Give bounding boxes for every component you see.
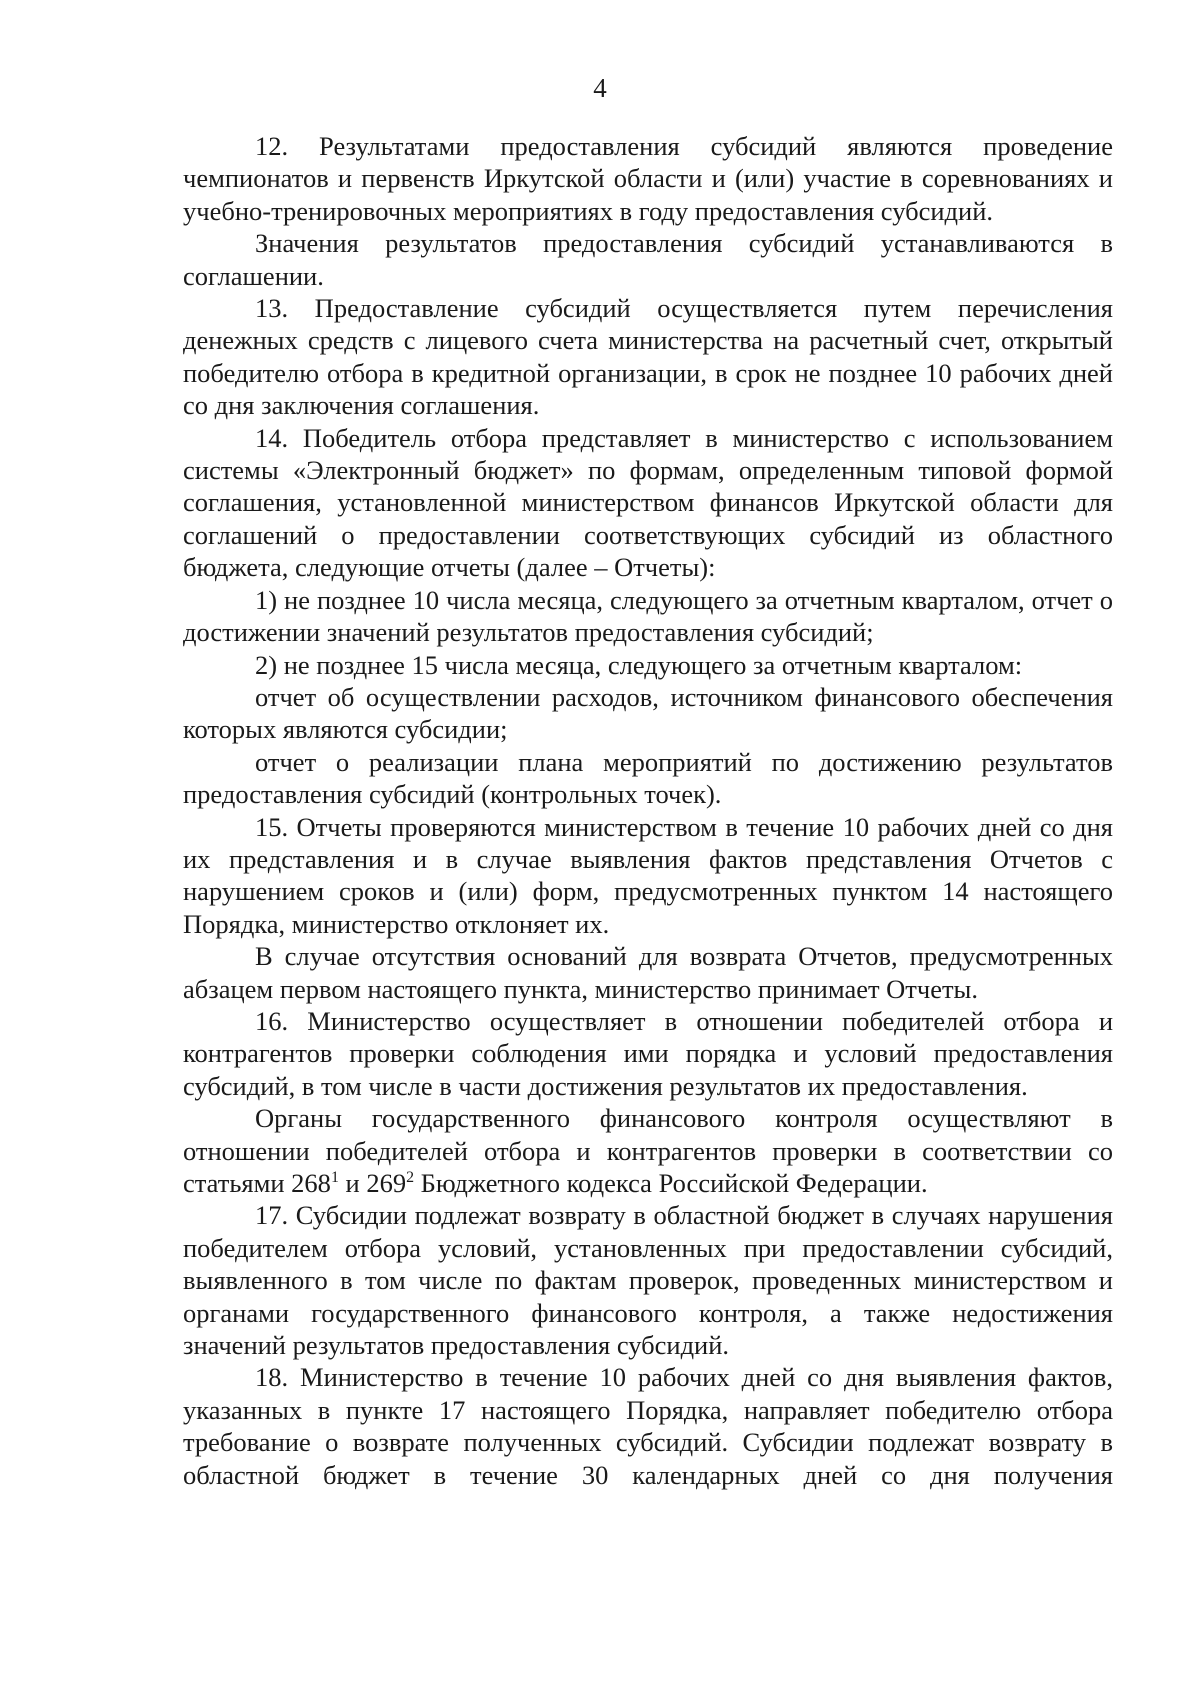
page-number: 4 — [593, 73, 607, 103]
paragraph-17: 17. Субсидии подлежат возврату в областной бюджет в случаях нарушения победителем отбора условий, установленных при предоставлении субсидий, выявленного в том числе по фактам проверок, проведенных министерством и органами государственного финансового контроля, а также недостижения значений результатов предоставления субсидий. — [183, 1200, 1113, 1361]
document-body — [183, 130, 1113, 1491]
superscript-1: 1 — [330, 1169, 339, 1187]
paragraph-14-item-2-report-a: отчет об осуществлении расходов, источником финансового обеспечения которых являются субсидии; — [183, 681, 1113, 745]
paragraph-12: 12. Результатами предоставления субсидий являются проведение чемпионатов и первенств Иркутской области и (или) участие в соревнованиях и учебно-тренировочных мероприятиях в году предоставления субсидий. — [183, 131, 1113, 226]
paragraph-12-values: Значения результатов предоставления субсидий устанавливаются в соглашении. — [183, 228, 1113, 291]
paragraph-14-item-1: 1) не позднее 10 числа месяца, следующего за отчетным кварталом, отчет о достижении значений результатов предоставления субсидий; — [183, 584, 1113, 648]
paragraph-14-item-2-report-b: отчет о реализации плана мероприятий по достижению результатов предоставления субсидий (контрольных точек). — [183, 746, 1113, 810]
paragraph-13: 13. Предоставление субсидий осуществляется путем перечисления денежных средств с лицевого счета министерства на расчетный счет, открытый победителю отбора в кредитной организации, в срок не позднее 10 рабочих дней со дня заключения соглашения. — [183, 293, 1113, 421]
superscript-2: 2 — [406, 1169, 415, 1187]
paragraph-16-text-before: Органы государственного финансового контроля осуществляют в отношении победителей отбора и контрагентов проверки в соответствии со статьями 268 — [183, 1103, 1113, 1198]
paragraph-15-acceptance: В случае отсутствия оснований для возврата Отчетов, предусмотренных абзацем первом настоящего пункта, министерство принимает Отчеты. — [183, 941, 1113, 1004]
paragraph-16: 16. Министерство осуществляет в отношении победителей отбора и контрагентов проверки соблюдения ими порядка и условий предоставления субсидий, в том числе в части достижения результатов их предоставления. — [183, 1005, 1113, 1101]
paragraph-15: 15. Отчеты проверяются министерством в течение 10 рабочих дней со дня их представления и в случае выявления фактов представления Отчетов с нарушением сроков и (или) форм, предусмотренных пунктом 14 настоящего Порядка, министерство отклоняет их. — [183, 811, 1113, 939]
paragraph-14: 14. Победитель отбора представляет в министерство с использованием системы «Электронный бюджет» по формам, определенным типовой формой соглашения, установленной министерством финансов Иркутской области для соглашений о предоставлении соответствующих субсидий из областного бюджета, следующие отчеты (далее – Отчеты): — [183, 422, 1113, 583]
paragraph-16-text-middle: и 269 — [338, 1168, 407, 1198]
paragraph-16-text-after: Бюджетного кодекса Российской Федерации. — [414, 1168, 928, 1198]
paragraph-14-item-2: 2) не позднее 15 числа месяца, следующего за отчетным кварталом: — [255, 649, 1023, 680]
paragraph-18: 18. Министерство в течение 10 рабочих дней со дня выявления фактов, указанных в пункте 17 настоящего Порядка, направляет победителю отбора требование о возврате полученных субсидий. Субсидии подлежат возврату в областной бюджет в течение 30 календарных дней со дня получения — [183, 1362, 1113, 1490]
paragraph-16-control-bodies — [183, 1102, 1113, 1199]
